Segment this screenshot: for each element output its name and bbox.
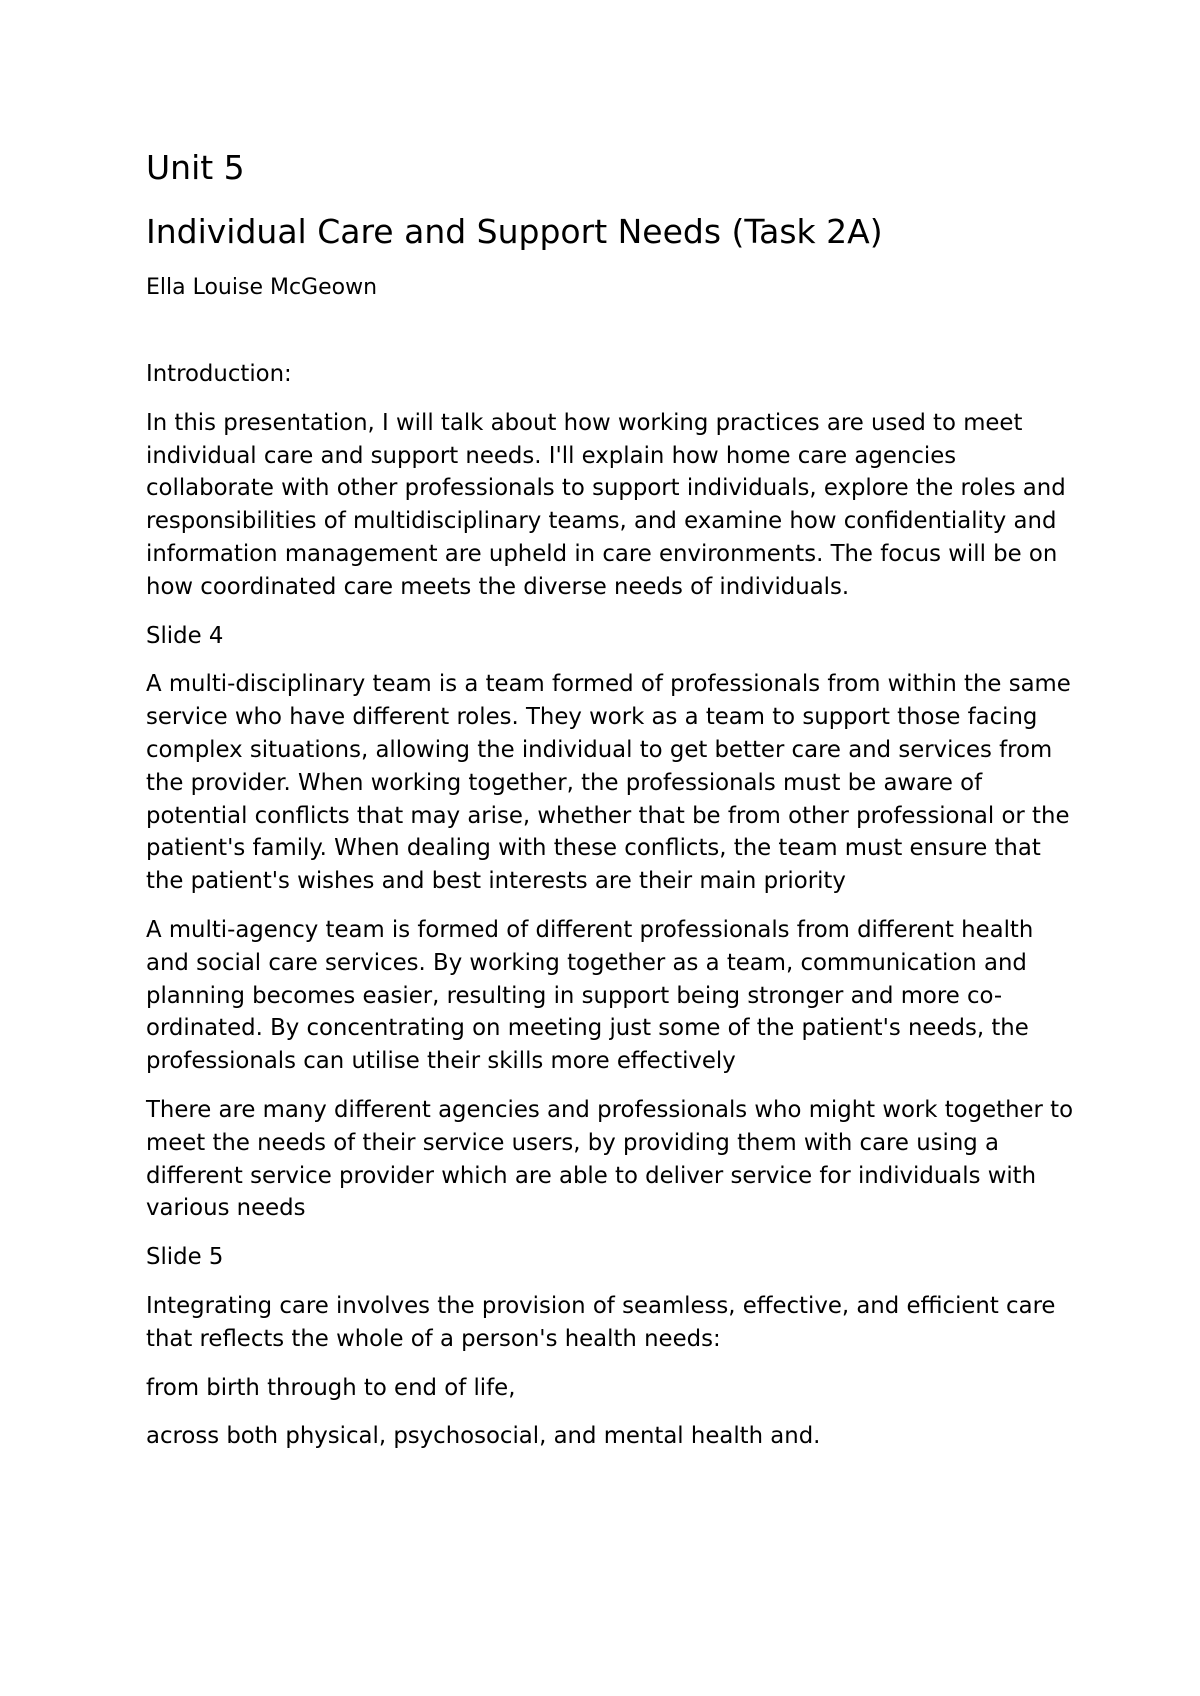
paragraph-integrating-care: Integrating care involves the provision of seamless, effective, and efficient care that reflects the whole of a person's health needs:	[146, 1292, 1056, 1352]
unit-title: Unit 5	[146, 148, 245, 187]
paragraph-physical-psychosocial: across both physical, psychosocial, and mental health and.	[146, 1423, 821, 1450]
section-heading-slide-4: Slide 4	[146, 622, 224, 649]
author-name: Ella Louise McGeown	[146, 275, 378, 300]
paragraph-multi-disciplinary-team: A multi-disciplinary team is a team formed of professionals from within the same service who have different roles. They work as a team to support those facing complex situations, allowing the individual to get better care and services from the provider. When working together, the professionals must be aware of potential conflicts that may arise, whether that be from other professional or the patient's family. When dealing with these conflicts, the team must ensure that the patient's wishes and best interests are their main priority	[146, 671, 1071, 895]
section-heading-introduction: Introduction:	[146, 361, 292, 387]
paragraph-birth-to-end-of-life: from birth through to end of life,	[146, 1374, 516, 1401]
paragraph-agencies-professionals: There are many different agencies and professionals who might work together to meet the needs of their service users, by providing them with care using a different service provider which are able to deliver service for individuals with various needs	[146, 1096, 1074, 1222]
paragraph-multi-agency-team: A multi-agency team is formed of different professionals from different health and social care services. By working together as a team, communication and planning becomes easier, resulting in support being stronger and more co-ordinated. By concentrating on meeting just some of the patient's needs, the professionals can utilise their skills more effectively	[146, 916, 1034, 1075]
document-title: Individual Care and Support Needs (Task 2A)	[146, 212, 883, 251]
document-body	[146, 146, 1076, 1469]
paragraph-introduction: In this presentation, I will talk about how working practices are used to meet individual care and support needs. I'll explain how home care agencies collaborate with other professionals to support individuals, explore the roles and responsibilities of multidisciplinary teams, and examine how confidentiality and information management are upheld in care environments. The focus will be on how coordinated care meets the diverse needs of individuals.	[146, 409, 1066, 600]
section-heading-slide-5: Slide 5	[146, 1244, 224, 1271]
